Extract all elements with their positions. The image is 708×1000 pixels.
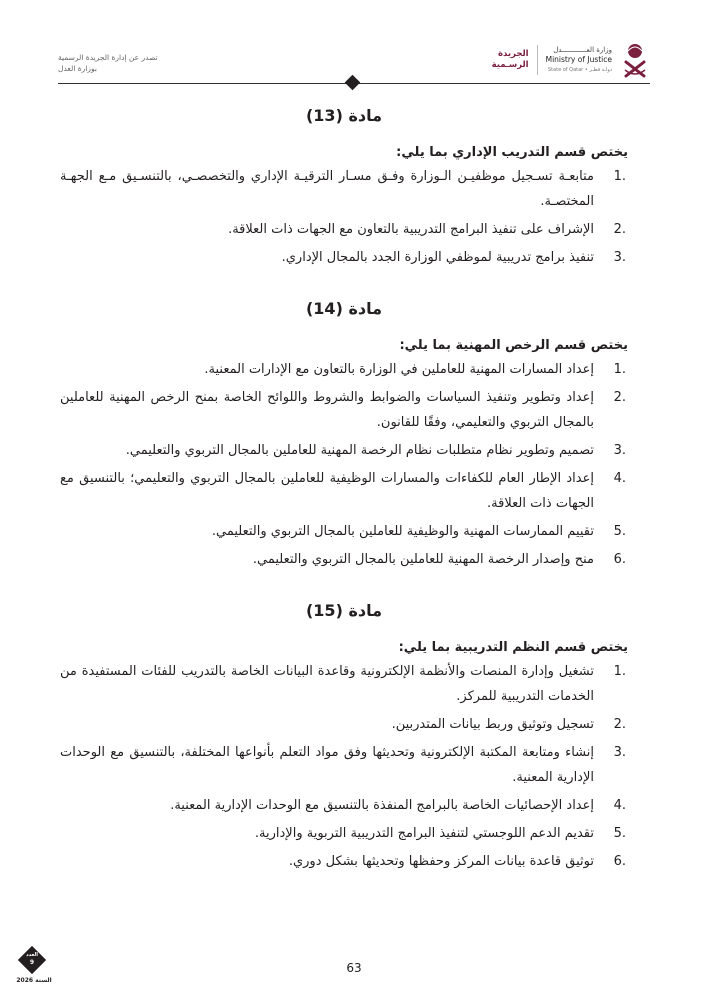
item-number: 2. [613, 222, 626, 237]
article-title: مادة (13) [305, 106, 383, 125]
item-number: 4. [613, 798, 626, 813]
item-number: 6. [613, 552, 626, 567]
article-intro: يختص قسم التدريب الإداري بما يلي: [396, 145, 628, 160]
item-text: إعداد الإحصائيات الخاصة بالبرامج المنفذة بالتنسيق مع الوحدات الإدارية المعنية. [170, 798, 594, 813]
article-items [60, 357, 628, 572]
gazette-title-line1: الجريدة [497, 49, 529, 59]
header-branding [492, 38, 650, 82]
item-number: 2. [613, 717, 626, 732]
article-15 [60, 595, 628, 874]
ministry-name-english: Ministry of Justice [545, 55, 612, 64]
article-title: مادة (14) [305, 299, 383, 318]
issue-year: السنة 2026 [16, 977, 52, 984]
list-item [60, 385, 628, 435]
list-item [60, 821, 628, 846]
item-text: تقديم الدعم اللوجستي لتنفيذ البرامج التدريبية التربوية والإدارية. [254, 826, 594, 841]
item-text: تقييم الممارسات المهنية والوظيفية للعاملين بالمجال التربوي والتعليمي. [211, 524, 594, 539]
item-text: تسجيل وتوثيق وربط بيانات المتدربين. [391, 717, 594, 732]
item-number: 5. [613, 826, 626, 841]
article-items [60, 659, 628, 874]
list-item [60, 740, 628, 790]
item-number: 1. [613, 169, 626, 184]
list-item [60, 712, 628, 737]
item-text: منح وإصدار الرخصة المهنية للعاملين بالمجال التربوي والتعليمي. [252, 552, 594, 567]
item-text: إعداد الإطار العام للكفاءات والمسارات الوظيفية للعاملين بالمجال التربوي والتعليمي؛ بالتنسيق مع الجهات ذات العلاقة. [60, 471, 594, 511]
item-text: إنشاء ومتابعة المكتبة الإلكترونية وتحديثها وفق مواد التعلم بأنواعها المختلفة، بالتنسيق مع الوحدات الإدارية المعنية. [60, 745, 594, 785]
list-item [60, 357, 628, 382]
item-number: 1. [613, 362, 626, 377]
list-item [60, 547, 628, 572]
gazette-title [492, 49, 529, 71]
list-item [60, 245, 628, 270]
item-text: تصميم وتطوير نظام متطلبات نظام الرخصة المهنية للعاملين بالمجال التربوي والتعليمي. [125, 443, 594, 458]
item-number: 3. [613, 443, 626, 458]
ministry-name-arabic: وزارة العــــــــــــدل [553, 46, 612, 54]
item-number: 5. [613, 524, 626, 539]
article-14 [60, 293, 628, 572]
article-title: مادة (15) [305, 601, 383, 620]
issue-label: العدد [26, 952, 38, 958]
item-number: 1. [613, 664, 626, 679]
list-item [60, 217, 628, 242]
item-number: 2. [613, 390, 626, 405]
list-item [60, 164, 628, 214]
list-item [60, 659, 628, 709]
article-intro: يختص قسم النظم التدريبية بما يلي: [398, 640, 628, 655]
page-number: 63 [346, 961, 362, 975]
item-number: 4. [613, 471, 626, 486]
gazette-title-line2: الرسـمية [491, 60, 529, 70]
item-number: 3. [613, 745, 626, 760]
item-text: الإشراف على تنفيذ البرامج التدريبية بالتعاون مع الجهات ذات العلاقة. [228, 222, 594, 237]
list-item [60, 466, 628, 516]
article-13 [60, 100, 628, 270]
item-number: 6. [613, 854, 626, 869]
document-body [60, 100, 628, 877]
list-item [60, 849, 628, 874]
item-text: توثيق قاعدة بيانات المركز وحفظها وتحديثها بشكل دوري. [288, 854, 594, 869]
item-text: متابعـة تسـجيل موظفيـن الـوزارة وفـق مسـار الترقيـة الإداري والتخصصـي، بالتنسـيق مـع الجهـة المختصـة. [60, 169, 594, 209]
issue-number: 9 [29, 959, 35, 966]
publisher-note-line2: بوزارة العدل [58, 64, 97, 73]
publisher-note [58, 52, 158, 74]
list-item [60, 438, 628, 463]
list-item [60, 519, 628, 544]
ministry-name [546, 45, 612, 75]
qatar-emblem-icon [620, 40, 650, 80]
publisher-note-line1: تصدر عن إدارة الجريدة الرسمية [58, 53, 158, 62]
list-item [60, 793, 628, 818]
item-text: تنفيذ برامج تدريبية لموظفي الوزارة الجدد بالمجال الإداري. [281, 250, 594, 265]
item-text: تشغيل وإدارة المنصات والأنظمة الإلكترونية وقاعدة البيانات الخاصة بالتدريب للفئات المستفيدة من الخدمات التدريبية للمركز. [60, 664, 594, 704]
article-intro: يختص قسم الرخص المهنية بما يلي: [399, 338, 628, 353]
item-text: إعداد وتطوير وتنفيذ السياسات والضوابط والشروط واللوائح الخاصة بمنح الرخص المهنية للعاملين بالمجال التربوي والتعليمي، وفقًا للقانون. [60, 390, 594, 430]
ministry-state: State of Qatar • دولـة قطـر [547, 67, 612, 73]
header-divider [537, 45, 538, 75]
item-text: إعداد المسارات المهنية للعاملين في الوزارة بالتعاون مع الإدارات المعنية. [204, 362, 594, 377]
article-items [60, 164, 628, 270]
item-number: 3. [613, 250, 626, 265]
